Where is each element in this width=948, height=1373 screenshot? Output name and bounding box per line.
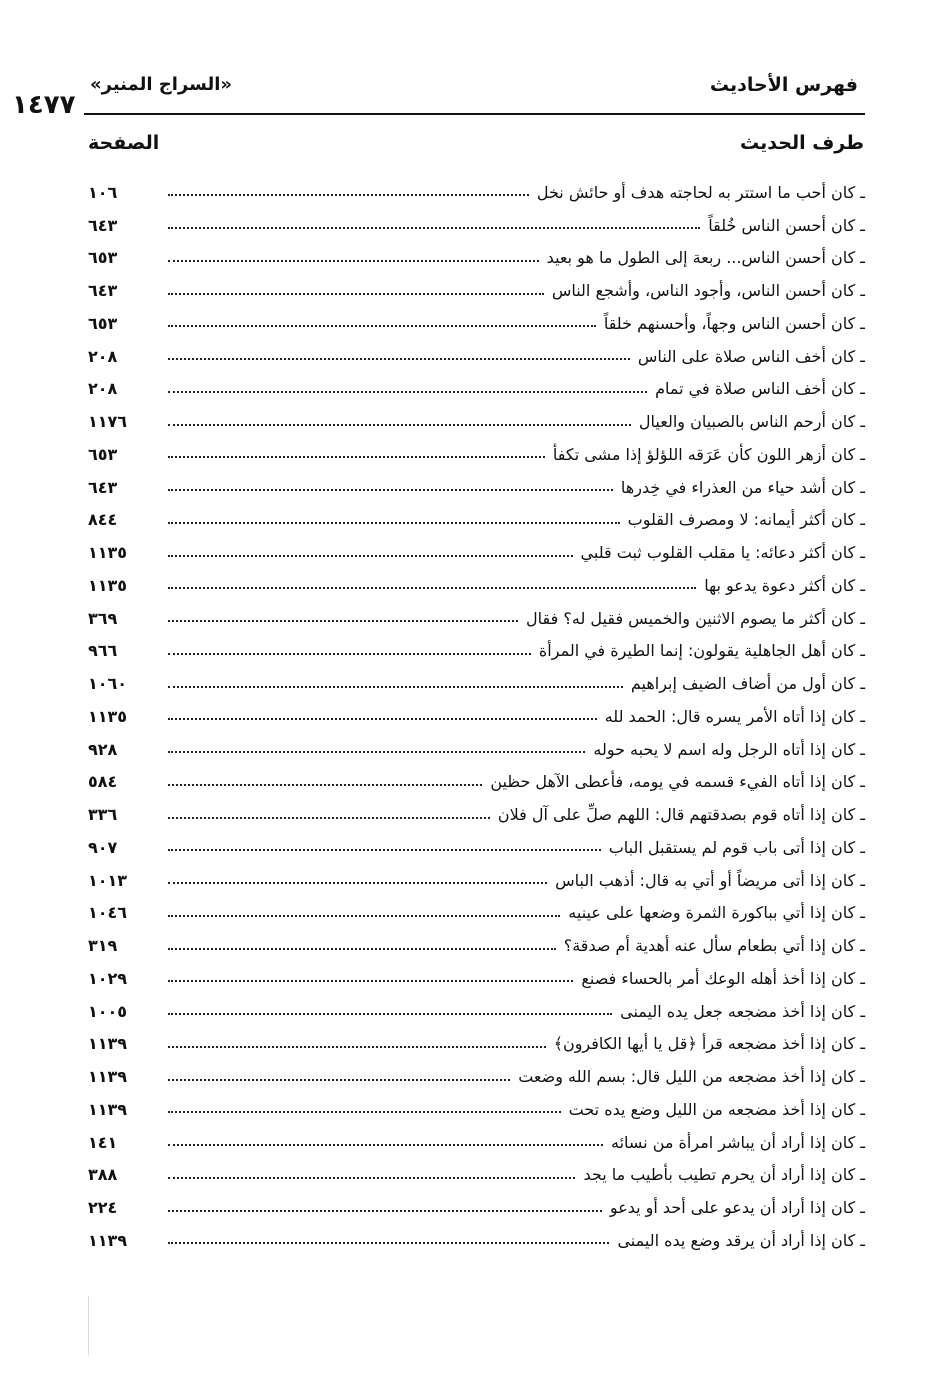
index-row xyxy=(84,1191,865,1224)
index-row xyxy=(84,798,865,831)
page-reference: ١٠١٣ xyxy=(88,870,128,890)
dot-leader xyxy=(168,817,490,819)
index-row xyxy=(84,864,865,897)
index-row xyxy=(84,1028,865,1061)
page-reference: ٩٠٧ xyxy=(88,837,118,857)
dot-leader xyxy=(168,489,613,491)
hadith-incipit: ـ كان إذا أراد أن يباشر امرأة من نسائه xyxy=(610,1132,865,1152)
page-reference: ٣٨٨ xyxy=(88,1165,118,1185)
index-row xyxy=(84,929,865,962)
index-row xyxy=(84,766,865,799)
page-reference: ١٠٦ xyxy=(88,182,118,202)
page-reference: ٦٤٣ xyxy=(88,281,118,301)
index-row xyxy=(84,962,865,995)
scan-mark xyxy=(88,1296,93,1356)
dot-leader xyxy=(168,980,573,982)
dot-leader xyxy=(168,948,556,950)
hadith-incipit: ـ كان إذا أراد أن يرقد وضع يده اليمنى xyxy=(617,1230,865,1250)
dot-leader xyxy=(168,686,623,688)
index-row xyxy=(84,1093,865,1126)
page-reference: ١٠٠٥ xyxy=(88,1001,128,1021)
dot-leader xyxy=(168,915,560,917)
dot-leader xyxy=(168,653,531,655)
dot-leader xyxy=(168,358,630,360)
hadith-incipit: ـ كان أخف الناس صلاة على الناس xyxy=(637,346,865,366)
dot-leader xyxy=(168,1079,510,1081)
hadith-incipit: ـ كان إذا أتاه الفيء قسمه في يومه، فأعطى الآهل حظين xyxy=(490,772,865,792)
index-row xyxy=(84,1224,865,1257)
dot-leader xyxy=(168,424,631,426)
page-reference: ٣١٩ xyxy=(88,936,118,956)
dot-leader xyxy=(168,1242,609,1244)
index-row xyxy=(84,667,865,700)
index-row xyxy=(84,405,865,438)
index-row xyxy=(84,274,865,307)
dot-leader xyxy=(168,1111,561,1113)
index-row xyxy=(84,569,865,602)
page-reference: ١١٣٩ xyxy=(88,1067,128,1087)
dot-leader xyxy=(168,1210,602,1212)
dot-leader xyxy=(168,620,518,622)
hadith-incipit: ـ كان إذا أتى باب قوم لم يستقبل الباب xyxy=(608,837,865,857)
hadith-incipit: ـ كان أشد حياء من العذراء في خِدرها xyxy=(620,477,865,497)
index-row xyxy=(84,504,865,537)
dot-leader xyxy=(168,751,585,753)
dot-leader xyxy=(168,391,647,393)
hadith-incipit: ـ كان إذا أتي بطعام سأل عنه أهدية أم صدقة؟ xyxy=(563,936,865,956)
hadith-incipit: ـ كان أحسن الناس خُلقاً xyxy=(708,215,865,235)
page-column-header: الصفحة xyxy=(88,132,160,154)
index-row xyxy=(84,635,865,668)
index-row xyxy=(84,536,865,569)
dot-leader xyxy=(168,882,547,884)
hadith-incipit: ـ كان إذا أتي بباكورة الثمرة وضعها على عينيه xyxy=(568,903,865,923)
hadith-incipit: ـ كان أكثر دعائه: يا مقلب القلوب ثبت قلبي xyxy=(580,543,865,563)
hadith-incipit: ـ كان إذا أتى مريضاً أو أتي به قال: أذهب الباس xyxy=(555,870,865,890)
page-reference: ١١٣٩ xyxy=(88,1034,128,1054)
page-reference: ٣٦٩ xyxy=(88,608,118,628)
dot-leader xyxy=(168,1144,603,1146)
dot-leader xyxy=(168,1046,546,1048)
dot-leader xyxy=(168,260,539,262)
hadith-incipit: ـ كان أكثر أيمانه: لا ومصرف القلوب xyxy=(627,510,865,530)
page-reference: ٩٢٨ xyxy=(88,739,118,759)
page-reference: ٢٠٨ xyxy=(88,346,118,366)
index-row xyxy=(84,1126,865,1159)
page-reference: ٦٥٣ xyxy=(88,444,118,464)
dot-leader xyxy=(168,849,601,851)
hadith-column-header: طرف الحديث xyxy=(740,132,864,154)
dot-leader xyxy=(168,784,482,786)
index-row xyxy=(84,831,865,864)
index-row xyxy=(84,340,865,373)
page-reference: ١١٣٩ xyxy=(88,1230,128,1250)
hadith-incipit: ـ كان إذا أتاه الرجل وله اسم لا يحبه حوله xyxy=(593,739,865,759)
index-row xyxy=(84,176,865,209)
dot-leader xyxy=(168,325,596,327)
hadith-incipit: ـ كان أحب ما استتر به لحاجته هدف أو حائش نخل xyxy=(536,182,865,202)
dot-leader xyxy=(168,293,544,295)
page-reference: ٢٢٤ xyxy=(88,1198,118,1218)
page-reference: ١١٣٩ xyxy=(88,1099,128,1119)
hadith-incipit: ـ كان إذا أخذ مضجعه جعل يده اليمنى xyxy=(620,1001,865,1021)
hadith-index-list xyxy=(84,176,865,1257)
page-reference: ٦٥٣ xyxy=(88,248,118,268)
index-row xyxy=(84,307,865,340)
dot-leader xyxy=(168,194,529,196)
hadith-incipit: ـ كان إذا أخذ مضجعه قرأ ﴿قل يا أيها الكافرون﴾ xyxy=(553,1034,865,1054)
page-reference: ١٠٤٦ xyxy=(88,903,128,923)
index-row xyxy=(84,995,865,1028)
index-row xyxy=(84,602,865,635)
page-reference: ١٠٢٩ xyxy=(88,968,128,988)
dot-leader xyxy=(168,456,545,458)
hadith-incipit: ـ كان أول من أضاف الضيف إبراهيم xyxy=(630,674,865,694)
header-rule xyxy=(84,113,865,115)
hadith-incipit: ـ كان أحسن الناس وجهاً، وأحسنهم خلقاً xyxy=(603,313,865,333)
dot-leader xyxy=(168,1177,575,1179)
dot-leader xyxy=(168,718,597,720)
dot-leader xyxy=(168,555,573,557)
hadith-incipit: ـ كان أرحم الناس بالصبيان والعيال xyxy=(638,412,865,432)
index-row xyxy=(84,242,865,275)
hadith-incipit: ـ كان إذا أخذ أهله الوعك أمر بالحساء فصنع xyxy=(581,968,865,988)
page-reference: ٨٤٤ xyxy=(88,510,118,530)
index-row xyxy=(84,209,865,242)
hadith-incipit: ـ كان إذا أتاه الأمر يسره قال: الحمد لله xyxy=(604,706,865,726)
book-title: «السراج المنير» xyxy=(90,74,232,95)
page-reference: ٣٣٦ xyxy=(88,805,118,825)
index-row xyxy=(84,897,865,930)
index-row xyxy=(84,733,865,766)
hadith-incipit: ـ كان إذا أخذ مضجعه من الليل وضع يده تحت xyxy=(568,1099,865,1119)
page-reference: ١٠٦٠ xyxy=(88,674,128,694)
hadith-incipit: ـ كان أحسن الناس، وأجود الناس، وأشجع الناس xyxy=(551,281,865,301)
page-reference: ١١٧٦ xyxy=(88,412,128,432)
hadith-incipit: ـ كان أكثر دعوة يدعو بها xyxy=(704,575,865,595)
index-row xyxy=(84,471,865,504)
page-reference: ٦٤٣ xyxy=(88,477,118,497)
page-reference: ١١٣٥ xyxy=(88,575,128,595)
index-row xyxy=(84,700,865,733)
dot-leader xyxy=(168,227,700,229)
index-row xyxy=(84,373,865,406)
hadith-incipit: ـ كان أحسن الناس... ربعة إلى الطول ما هو بعيد xyxy=(546,248,865,268)
hadith-incipit: ـ كان إذا أخذ مضجعه من الليل قال: بسم الله وضعت xyxy=(518,1067,865,1087)
page-reference: ٩٦٦ xyxy=(88,641,118,661)
dot-leader xyxy=(168,1013,612,1015)
hadith-incipit: ـ كان أزهر اللون كأن عَرَقه اللؤلؤ إذا مشى تكفأ xyxy=(552,444,865,464)
page-reference: ٢٠٨ xyxy=(88,379,118,399)
index-row xyxy=(84,1159,865,1192)
index-row xyxy=(84,1060,865,1093)
page-reference: ٦٤٣ xyxy=(88,215,118,235)
section-title: فهرس الأحاديث xyxy=(709,74,858,96)
hadith-incipit: ـ كان إذا أتاه قوم بصدقتهم قال: اللهم صلِّ على آل فلان xyxy=(497,805,865,825)
dot-leader xyxy=(168,587,696,589)
page-reference: ١١٣٥ xyxy=(88,543,128,563)
page-reference: ٦٥٣ xyxy=(88,313,118,333)
page-number: ١٤٧٧ xyxy=(12,90,76,120)
dot-leader xyxy=(168,522,620,524)
page-reference: ٥٨٤ xyxy=(88,772,118,792)
hadith-incipit: ـ كان إذا أراد أن يحرم تطيب بأطيب ما يجد xyxy=(583,1165,865,1185)
page-reference: ١١٣٥ xyxy=(88,706,128,726)
hadith-incipit: ـ كان أكثر ما يصوم الاثنين والخميس فقيل له؟ فقال xyxy=(526,608,865,628)
hadith-incipit: ـ كان إذا أراد أن يدعو على أحد أو يدعو xyxy=(609,1198,865,1218)
index-row xyxy=(84,438,865,471)
hadith-incipit: ـ كان أهل الجاهلية يقولون: إنما الطيرة في المرأة xyxy=(538,641,865,661)
hadith-incipit: ـ كان أخف الناس صلاة في تمام xyxy=(655,379,865,399)
page-reference: ١٤١ xyxy=(88,1132,118,1152)
